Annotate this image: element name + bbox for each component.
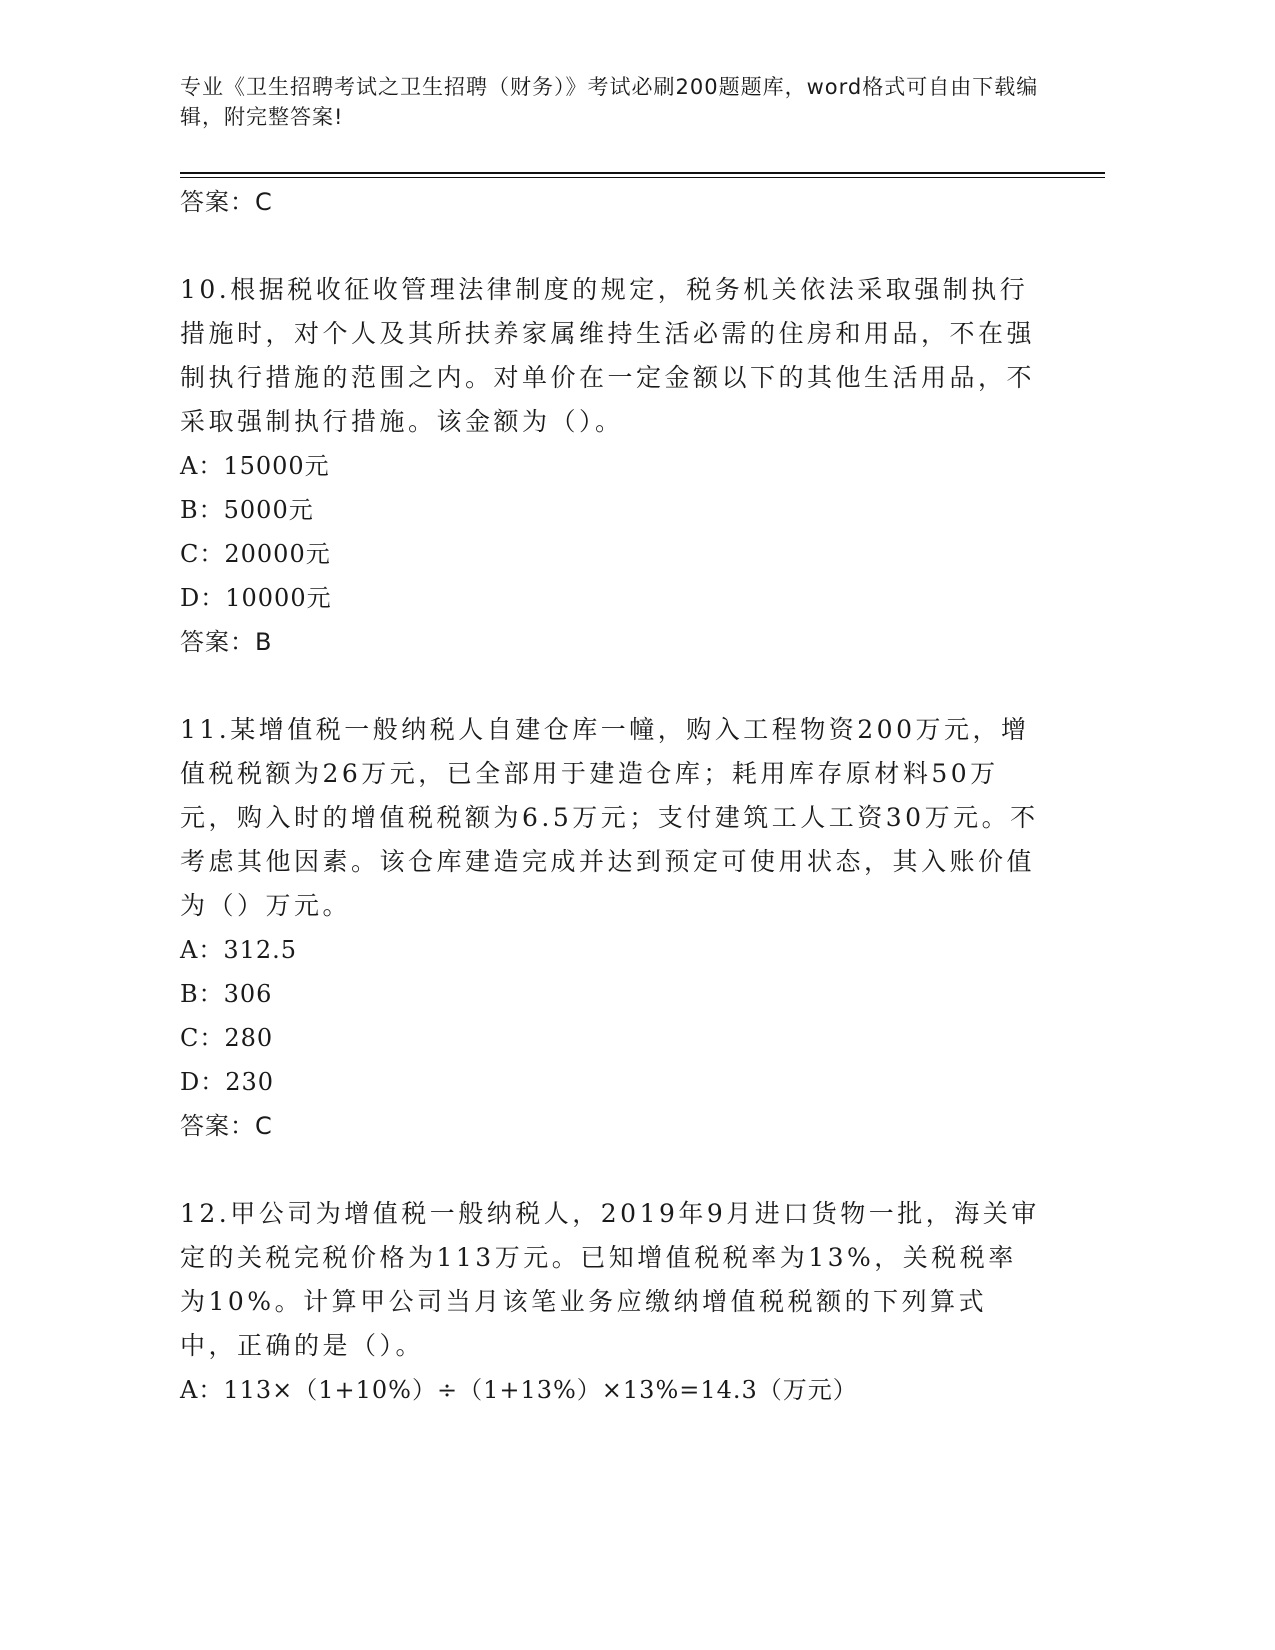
option-d: D：10000元 — [180, 584, 332, 612]
spacer — [180, 1148, 1060, 1192]
answer-line: 答案：C — [180, 188, 273, 216]
answer-line: 答案：C — [180, 1112, 273, 1140]
option-c: C：20000元 — [180, 540, 331, 568]
answer-line: 答案：B — [180, 628, 273, 656]
header-divider-thin — [180, 177, 1105, 178]
question-block — [180, 1192, 1060, 1412]
question-list — [180, 180, 1060, 1412]
spacer — [180, 224, 1060, 268]
option-b: B：306 — [180, 980, 273, 1008]
option-c: C：280 — [180, 1024, 274, 1052]
question-block — [180, 268, 1060, 664]
option-a: A：113×（1+10%）÷（1+13%）×13%=14.3（万元） — [180, 1376, 858, 1404]
header-divider — [180, 172, 1105, 174]
option-b: B：5000元 — [180, 496, 314, 524]
option-d: D：230 — [180, 1068, 275, 1096]
question-stem: 11.某增值税一般纳税人自建仓库一幢，购入工程物资200万元，增值税税额为26万元，已全部用于建造仓库；耗用库存原材料50万元，购入时的增值税税额为6.5万元；支付建筑工人工资30万元。不考虑其他因素。该仓库建造完成并达到预定可使用状态，其入账价值为（）万元。 — [180, 715, 1039, 920]
option-a: A：15000元 — [180, 452, 330, 480]
question-block — [180, 708, 1060, 1148]
document-header: 专业《卫生招聘考试之卫生招聘（财务）》考试必刷200题题库，word格式可自由下载编辑，附完整答案! — [180, 75, 1039, 129]
spacer — [180, 664, 1060, 708]
question-stem: 12.甲公司为增值税一般纳税人，2019年9月进口货物一批，海关审定的关税完税价格为113万元。已知增值税税率为13%，关税税率为10%。计算甲公司当月该笔业务应缴纳增值税税额的下列算式中，正确的是（）。 — [180, 1199, 1040, 1360]
option-a: A：312.5 — [180, 936, 298, 964]
question-stem: 10.根据税收征收管理法律制度的规定，税务机关依法采取强制执行措施时，对个人及其所扶养家属维持生活必需的住房和用品，不在强制执行措施的范围之内。对单价在一定金额以下的其他生活用品，不采取强制执行措施。该金额为（）。 — [180, 275, 1036, 436]
